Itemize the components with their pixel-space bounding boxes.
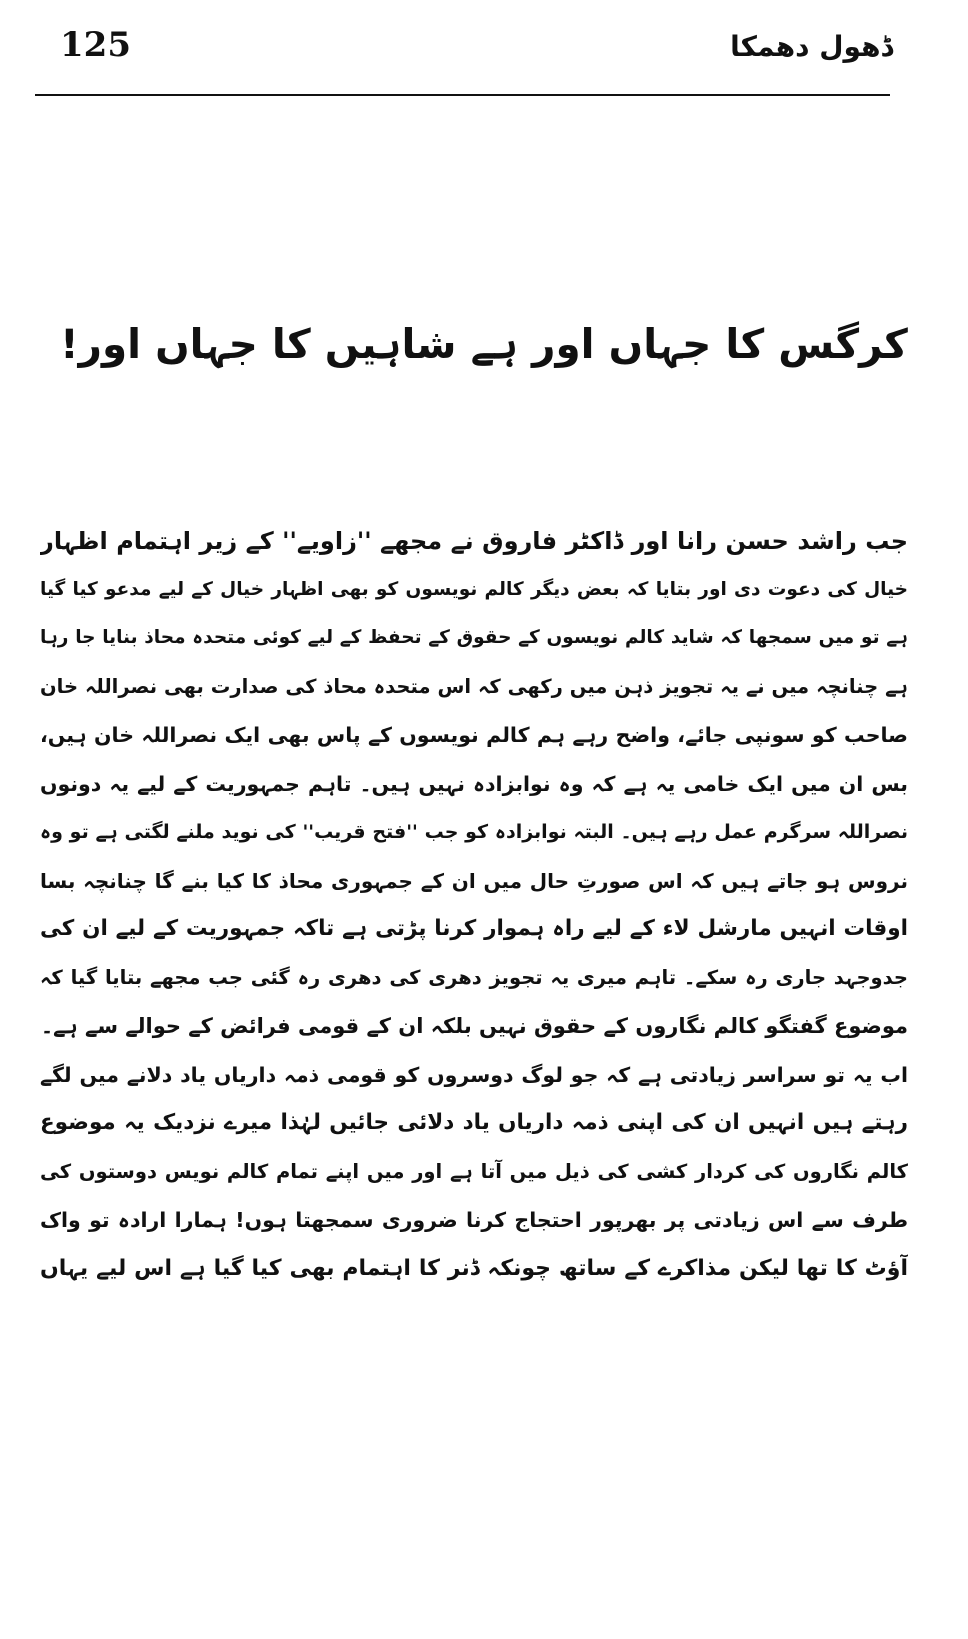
body-line: کالم نگاروں کی کردار کشی کی ذیل میں آتا ہے اور میں اپنے تمام کالم نویس دوستوں کی [40,1159,908,1183]
body-line: ہے تو میں سمجھا کہ شاید کالم نویسوں کے حقوق کے تحفظ کے لیے کوئی متحدہ محاذ بنایا جا رہا [40,627,908,648]
header-rule [35,94,890,96]
body-line: آؤٹ کا تھا لیکن مذاکرے کے ساتھ چونکہ ڈنر کا اہتمام بھی کیا گیا ہے اس لیے یہاں [40,1255,908,1281]
body-line: اب یہ تو سراسر زیادتی ہے کہ جو لوگ دوسروں کو قومی ذمہ داریاں یاد دلانے میں لگے [40,1062,908,1087]
body-line: خیال کی دعوت دی اور بتایا کہ بعض دیگر کالم نویسوں کو بھی اظہار خیال کے لیے مدعو کیا گیا [40,578,908,600]
body-line: صاحب کو سونپی جائے، واضح رہے ہم کالم نویسوں کے پاس بھی ایک نصراللہ خان ہیں، [40,723,908,747]
body-line: اوقات انہیں مارشل لاء کے لیے راہ ہموار کرنا پڑتی ہے تاکہ جمہوریت کے لیے ان کی [40,916,908,941]
body-line: نروس ہو جاتے ہیں کہ اس صورتِ حال میں ان کے جمہوری محاذ کا کیا بنے گا چنانچہ بسا [40,868,908,893]
body-line: طرف سے اس زیادتی پر بھرپور احتجاج کرنا ضروری سمجھتا ہوں! ہمارا ارادہ تو واک [40,1208,908,1232]
body-line: ہے چنانچہ میں نے یہ تجویز ذہن میں رکھی کہ اس متحدہ محاذ کی صدارت بھی نصراللہ خان [40,674,908,698]
running-title: ڈھول دھمکا [730,30,893,63]
chapter-title: کرگس کا جہاں اور ہے شاہیں کا جہاں اور! [60,320,908,368]
body-line: جب راشد حسن رانا اور ڈاکٹر فاروق نے مجھے ''زاویے'' کے زیر اہتمام اظہار [40,527,908,555]
page-number: 125 [60,25,131,65]
body-line: جدوجہد جاری رہ سکے۔ تاہم میری یہ تجویز دھری کی دھری رہ گئی جب مجھے بتایا گیا کہ [40,965,908,989]
body-text [40,517,908,1293]
body-line: موضوع گفتگو کالم نگاروں کے حقوق نہیں بلکہ ان کے قومی فرائض کے حوالے سے ہے۔ [40,1014,908,1038]
body-line: نصراللہ سرگرم عمل رہے ہیں۔ البتہ نوابزادہ کو جب ''فتح قریب'' کی نوید ملنے لگتی ہے تو وہ [40,821,908,843]
body-line: بس ان میں ایک خامی یہ ہے کہ وہ نوابزادہ نہیں ہیں۔ تاہم جمہوریت کے لیے یہ دونوں [40,771,908,796]
body-line: رہتے ہیں انہیں ان کی اپنی ذمہ داریاں یاد دلائی جائیں لہٰذا میرے نزدیک یہ موضوع [40,1110,908,1135]
